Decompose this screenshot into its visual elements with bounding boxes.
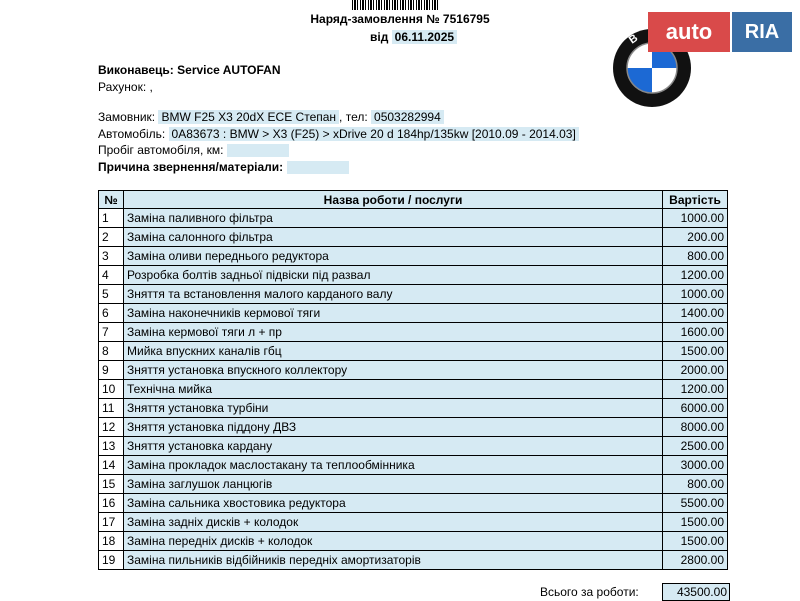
row-price: 6000.00: [663, 399, 728, 418]
table-row: [99, 551, 728, 570]
row-service-name: Заміна салонного фільтра: [124, 228, 663, 247]
row-number: 1: [99, 209, 124, 228]
row-number: 6: [99, 304, 124, 323]
contractor-line: [98, 63, 281, 77]
row-service-name: Зняття та встановлення малого карданого валу: [124, 285, 663, 304]
table-row: [99, 361, 728, 380]
row-number: 14: [99, 456, 124, 475]
mileage-value: [227, 144, 289, 157]
table-row: [99, 456, 728, 475]
reason-value: [287, 161, 349, 174]
contractor-value: Service AUTOFAN: [177, 63, 281, 77]
customer-value: BMW F25 X3 20dX ECE Степан: [158, 110, 339, 124]
row-price: 1400.00: [663, 304, 728, 323]
row-service-name: Заміна задніх дисків + колодок: [124, 513, 663, 532]
row-price: 5500.00: [663, 494, 728, 513]
row-price: 8000.00: [663, 418, 728, 437]
row-price: 1500.00: [663, 513, 728, 532]
table-row: [99, 399, 728, 418]
barcode: [352, 0, 438, 10]
col-header-number: №: [99, 191, 124, 209]
works-table: [98, 190, 728, 570]
invoice-label: Рахунок:: [98, 80, 147, 94]
table-row: [99, 209, 728, 228]
row-number: 12: [99, 418, 124, 437]
mileage-line: [98, 143, 289, 157]
row-price: 1000.00: [663, 209, 728, 228]
row-service-name: Зняття установка піддону ДВЗ: [124, 418, 663, 437]
row-service-name: Заміна кермової тяги л + пр: [124, 323, 663, 342]
row-price: 1200.00: [663, 266, 728, 285]
row-price: 800.00: [663, 247, 728, 266]
row-number: 8: [99, 342, 124, 361]
row-number: 5: [99, 285, 124, 304]
row-number: 19: [99, 551, 124, 570]
total-value: 43500.00: [662, 583, 730, 601]
autoria-watermark: [648, 12, 792, 52]
row-service-name: Зняття установка турбіни: [124, 399, 663, 418]
row-service-name: Заміна пильників відбійників передніх амортизаторів: [124, 551, 663, 570]
car-label: Автомобіль:: [98, 127, 166, 141]
table-row: [99, 266, 728, 285]
row-number: 11: [99, 399, 124, 418]
table-row: [99, 494, 728, 513]
watermark-ria: RIA: [732, 12, 792, 52]
svg-text:B: B: [626, 32, 641, 47]
reason-line: [98, 160, 349, 174]
row-price: 1500.00: [663, 342, 728, 361]
table-row: [99, 475, 728, 494]
row-service-name: Зняття установка впускного коллектору: [124, 361, 663, 380]
table-row: [99, 513, 728, 532]
mileage-label: Пробіг автомобіля, км:: [98, 143, 224, 157]
table-row: [99, 323, 728, 342]
car-line: [98, 127, 579, 141]
row-number: 15: [99, 475, 124, 494]
invoice-line: [98, 80, 153, 94]
row-service-name: Заміна сальника хвостовика редуктора: [124, 494, 663, 513]
date-label: від: [370, 30, 389, 44]
phone-label: , тел:: [339, 110, 368, 124]
row-service-name: Зняття установка кардану: [124, 437, 663, 456]
watermark-auto: auto: [648, 12, 730, 52]
row-service-name: Заміна заглушок ланцюгів: [124, 475, 663, 494]
row-number: 3: [99, 247, 124, 266]
row-price: 1500.00: [663, 532, 728, 551]
row-number: 10: [99, 380, 124, 399]
row-service-name: Технічна мийка: [124, 380, 663, 399]
total-label: Всього за роботи:: [540, 585, 639, 599]
table-row: [99, 342, 728, 361]
row-number: 17: [99, 513, 124, 532]
row-price: 1000.00: [663, 285, 728, 304]
table-row: [99, 304, 728, 323]
row-number: 18: [99, 532, 124, 551]
row-number: 9: [99, 361, 124, 380]
row-price: 800.00: [663, 475, 728, 494]
table-row: [99, 380, 728, 399]
order-title: Наряд-замовлення № 7516795: [310, 12, 490, 26]
row-price: 200.00: [663, 228, 728, 247]
customer-line: [98, 110, 444, 124]
reason-label: Причина звернення/матеріали:: [98, 160, 284, 174]
row-number: 13: [99, 437, 124, 456]
table-header-row: [99, 191, 728, 209]
contractor-label: Виконавець:: [98, 63, 174, 77]
row-service-name: Заміна передніх дисків + колодок: [124, 532, 663, 551]
row-service-name: Мийка впускних каналів гбц: [124, 342, 663, 361]
row-price: 3000.00: [663, 456, 728, 475]
row-number: 4: [99, 266, 124, 285]
table-row: [99, 532, 728, 551]
col-header-name: Назва роботи / послуги: [124, 191, 663, 209]
row-service-name: Заміна оливи переднього редуктора: [124, 247, 663, 266]
row-price: 2000.00: [663, 361, 728, 380]
row-service-name: Заміна наконечників кермової тяги: [124, 304, 663, 323]
row-service-name: Розробка болтів задньої підвіски під развал: [124, 266, 663, 285]
table-row: [99, 285, 728, 304]
table-row: [99, 437, 728, 456]
row-price: 1600.00: [663, 323, 728, 342]
customer-label: Замовник:: [98, 110, 156, 124]
table-row: [99, 228, 728, 247]
row-service-name: Заміна прокладок маслостакану та теплообмінника: [124, 456, 663, 475]
row-number: 16: [99, 494, 124, 513]
date-value: 06.11.2025: [392, 30, 457, 44]
phone-value: 0503282994: [371, 110, 444, 124]
row-price: 2800.00: [663, 551, 728, 570]
row-number: 2: [99, 228, 124, 247]
table-row: [99, 418, 728, 437]
row-service-name: Заміна паливного фільтра: [124, 209, 663, 228]
row-price: 2500.00: [663, 437, 728, 456]
table-row: [99, 247, 728, 266]
row-number: 7: [99, 323, 124, 342]
invoice-value: ,: [149, 80, 153, 94]
order-date-line: [370, 30, 457, 44]
car-value: 0A83673 : BMW > X3 (F25) > xDrive 20 d 184hp/135kw [2010.09 - 2014.03]: [169, 127, 579, 141]
col-header-price: Вартість: [663, 191, 728, 209]
row-price: 1200.00: [663, 380, 728, 399]
